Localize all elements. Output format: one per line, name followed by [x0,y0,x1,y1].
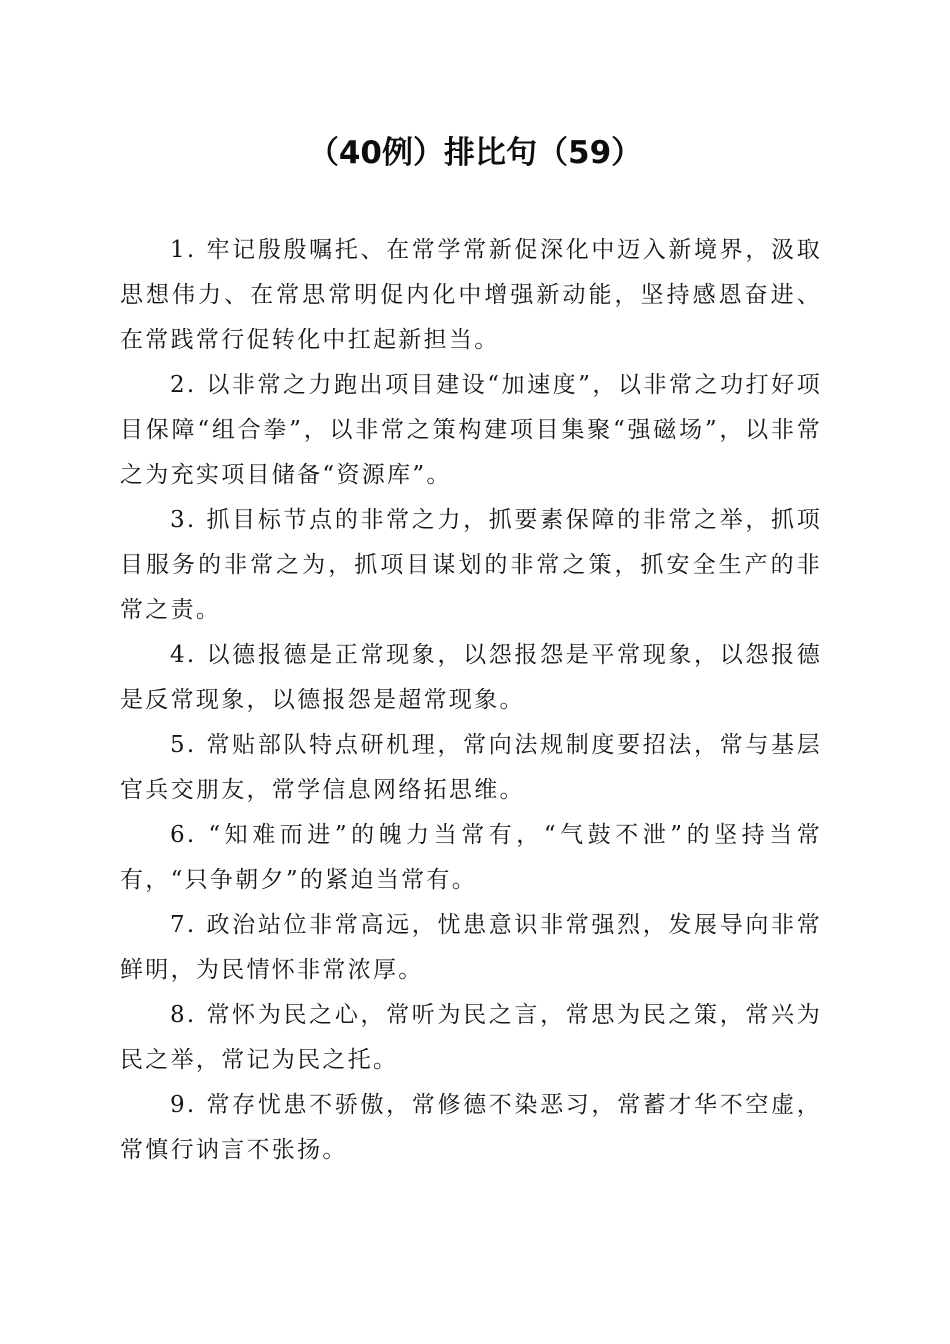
document-body [120,228,822,1173]
paragraph-1: 1. 牢记殷殷嘱托、在常学常新促深化中迈入新境界，汲取思想伟力、在常思常明促内化中增强新动能，坚持感恩奋进、在常践常行促转化中扛起新担当。 [120,237,822,353]
paragraph-2: 2. 以非常之力跑出项目建设“加速度”，以非常之功打好项目保障“组合拳”，以非常之策构建项目集聚“强磁场”，以非常之为充实项目储备“资源库”。 [120,372,822,488]
paragraph-4: 4. 以德报德是正常现象，以怨报怨是平常现象，以怨报德是反常现象，以德报怨是超常现象。 [120,642,822,713]
page-title: （40例）排比句（59） [307,135,643,171]
paragraph-6: 6. “知难而进”的魄力当常有，“气鼓不泄”的坚持当常有，“只争朝夕”的紧迫当常有。 [120,822,822,893]
paragraph-3: 3. 抓目标节点的非常之力，抓要素保障的非常之举，抓项目服务的非常之为，抓项目谋划的非常之策，抓安全生产的非常之责。 [120,507,822,623]
paragraph-8: 8. 常怀为民之心，常听为民之言，常思为民之策，常兴为民之举，常记为民之托。 [120,1002,822,1073]
paragraph-5: 5. 常贴部队特点研机理，常向法规制度要招法，常与基层官兵交朋友，常学信息网络拓思维。 [120,732,822,803]
paragraph-9: 9. 常存忧患不骄傲，常修德不染恶习，常蓄才华不空虚，常慎行讷言不张扬。 [120,1092,822,1163]
paragraph-7: 7. 政治站位非常高远，忧患意识非常强烈，发展导向非常鲜明，为民情怀非常浓厚。 [120,912,822,983]
